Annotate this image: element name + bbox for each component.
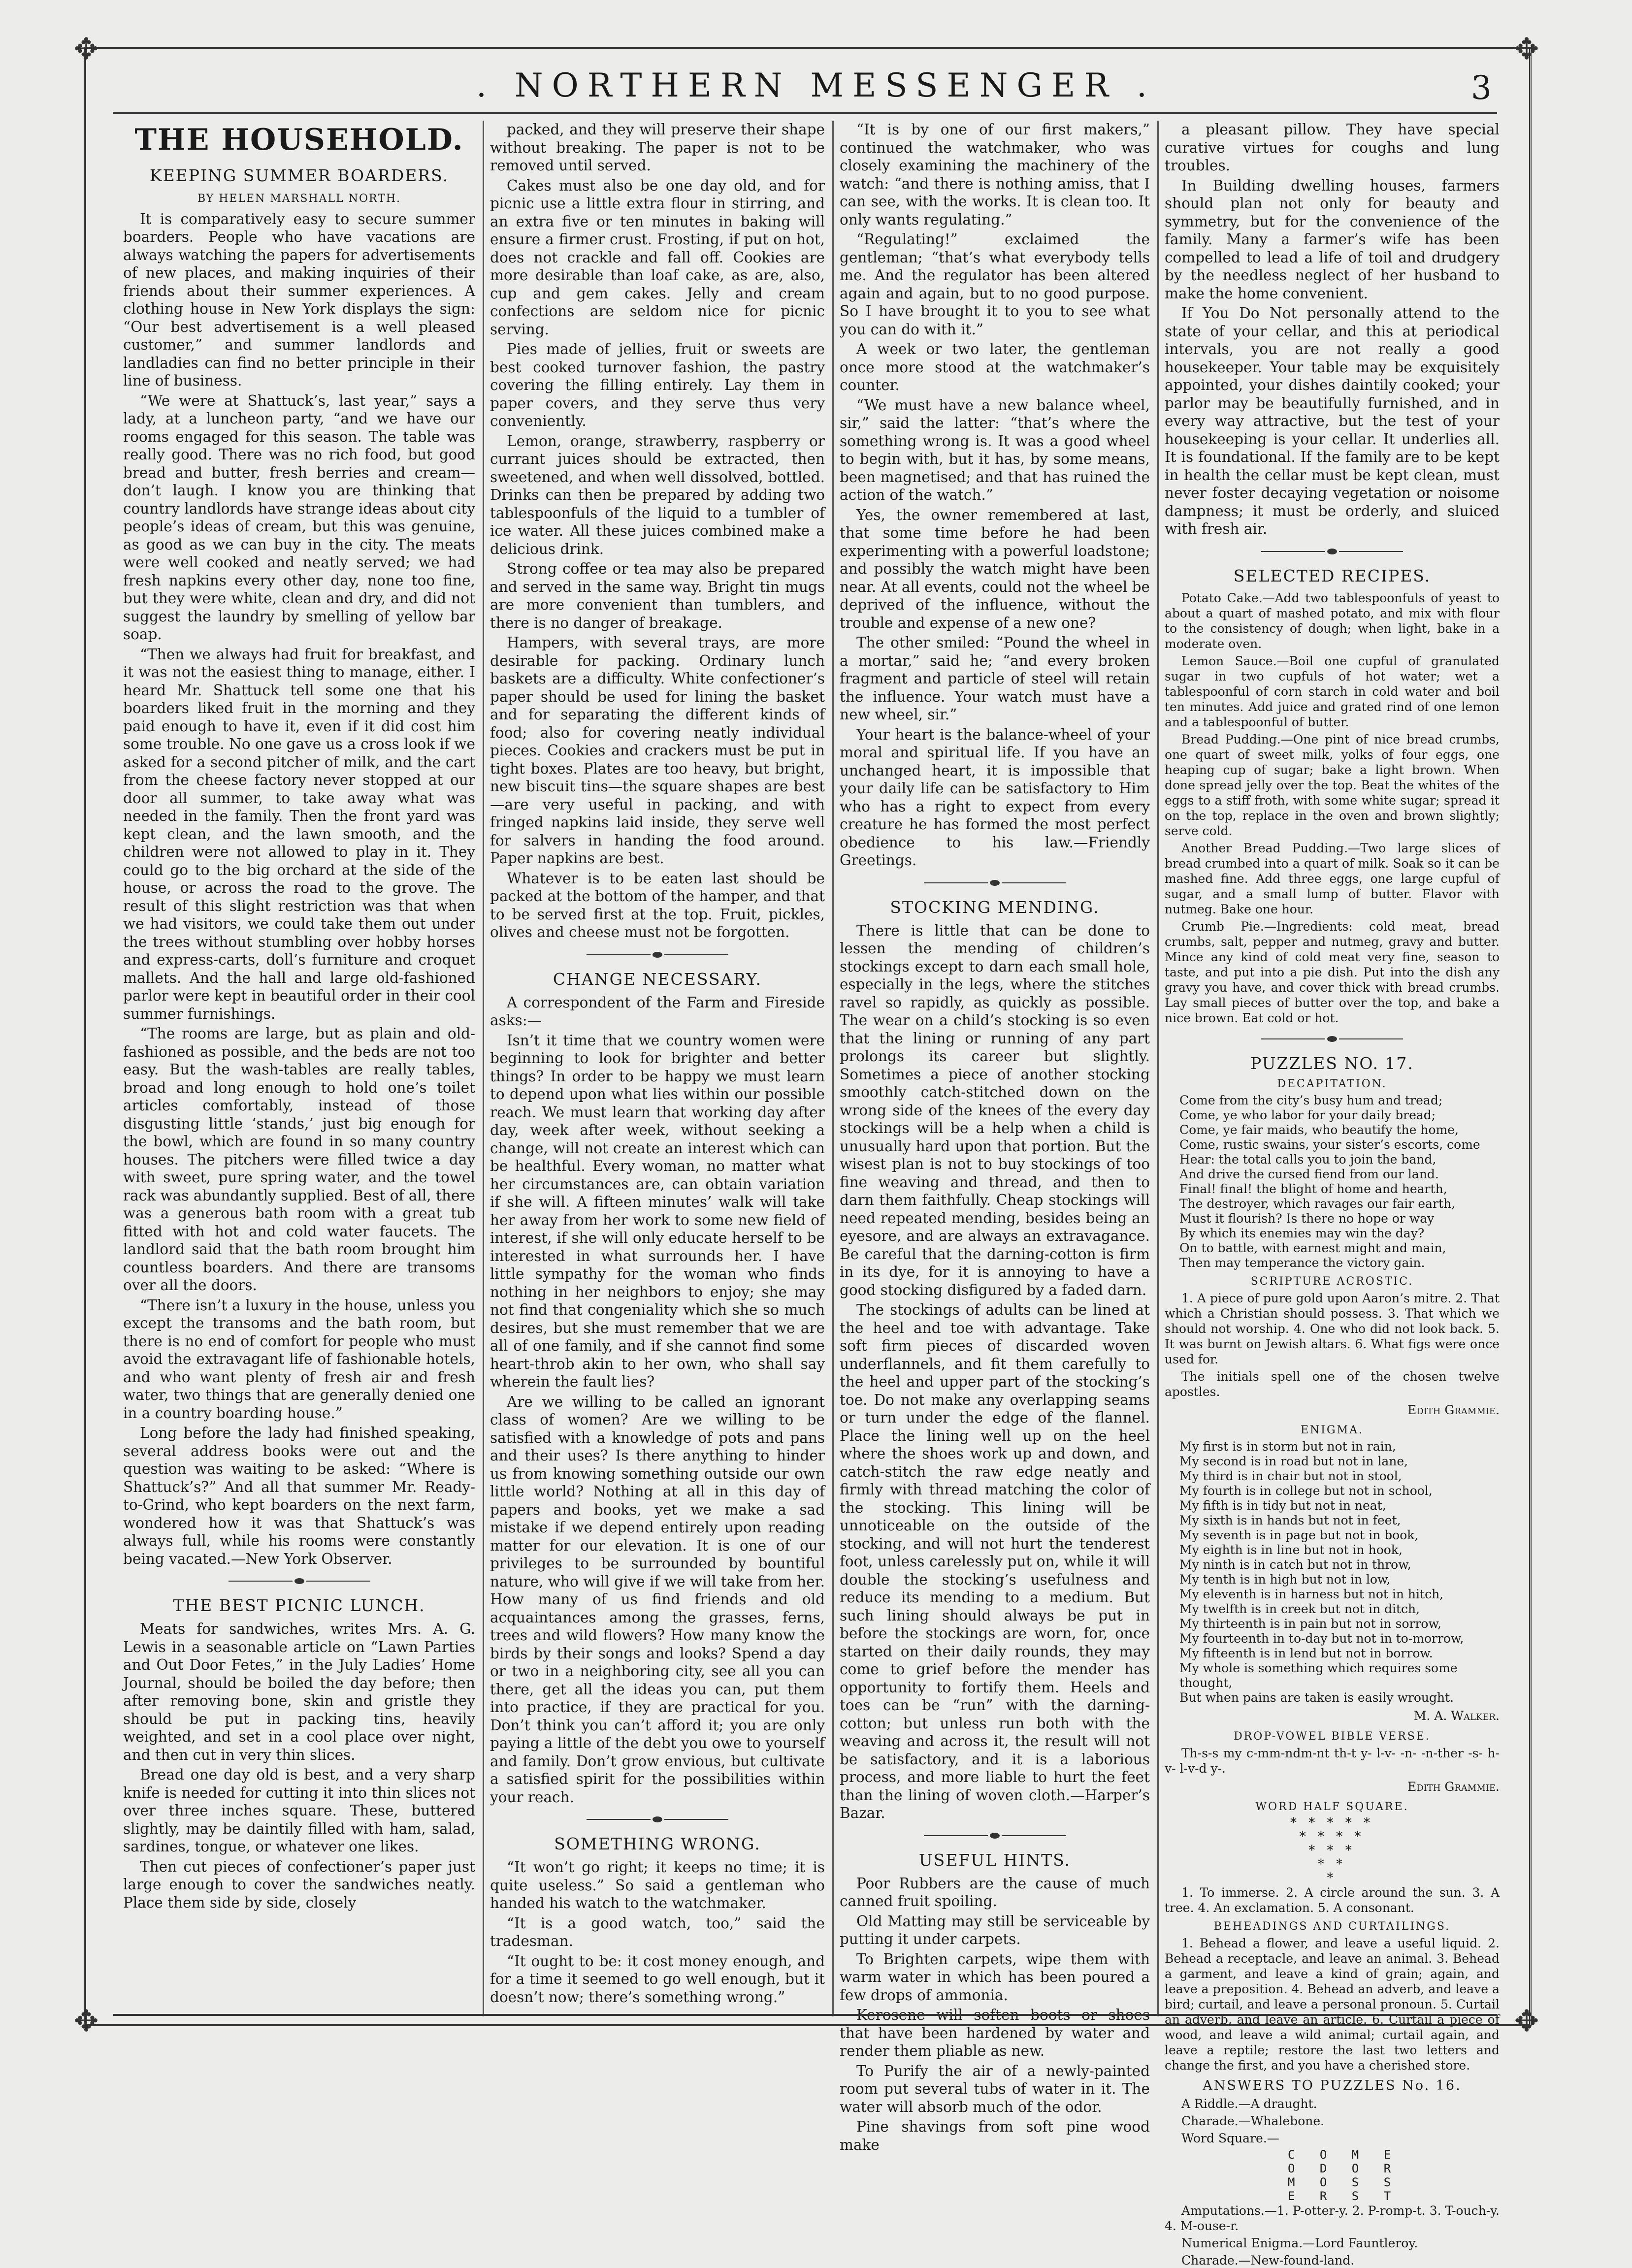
- paragraph: Bread one day old is best, and a very sharp knife is needed for cutting it into thin slices not over three inches square. These, buttered slightly, may be daintily filled with ham, salad, sardines, tongue, or whatever one likes.: [123, 1766, 475, 1855]
- paragraph: Lemon, orange, strawberry, raspberry or currant juices should be extracted, then sweetened, and when well dissolved, bottled. Drinks can then be prepared by adding two tablespoonfuls of the liquid to a tumbler of ice water. All these juices combined make a delicious drink.: [490, 432, 825, 557]
- article-title: USEFUL HINTS.: [918, 1850, 1071, 1870]
- recipe: Potato Cake.—Add two tablespoonfuls of yeast to about a quart of mashed potato, and mix with flour to the consistency of dough; when light, bake in a moderate oven.: [1165, 590, 1500, 651]
- puzzle-label: ENIGMA.: [1301, 1424, 1364, 1436]
- paragraph: “It is by one of our first makers,” continued the watchmaker, who was closely examining the machinery of the watch: “and there is nothing amiss, that I can see, with the works. It is clean too. It only wants regulating.”: [840, 121, 1150, 228]
- puzzle-author: Edith Grammie.: [1407, 1779, 1500, 1794]
- half-square-row: * *: [1317, 1857, 1347, 1872]
- paragraph: A correspondent of the Farm and Fireside asks:—: [490, 994, 825, 1029]
- masthead: . NORTHERN MESSENGER .: [476, 66, 1156, 104]
- section-title: THE HOUSEHOLD.: [134, 123, 464, 157]
- paragraph: To Purify the air of a newly-painted room put several tubs of water in it. The water will absorb much of the odor.: [840, 2062, 1150, 2115]
- paragraph: The stockings of adults can be lined at the heel and toe with advantage. Take soft firm pieces of discarded woven underflannels, and fit them carefully to the heel and upper part of the stocking’s toe. Do not make any overlapping seams or turn under the edge of the flannel. Place the lining well up on the heel where the shoes work up and down, and catch-stitch the raw edge neatly and firmly with thread matching the color of the stocking. This lining will be unnoticeable on the outside of the stocking, and will not hurt the tenderest foot, unless carelessly put on, while it will double the stocking’s usefulness and reduce its mending to a medium. But such lining should always be put in before the stockings are worn, for, once started on their daily rounds, they may come to grief before the mender has opportunity to fortify them. Heels and toes can be “run” with the darning-cotton; but unless run both with the weaving and across it, the result will not be satisfactory, and it is a laborious process, and more liable to hurt the feet than the lining of woven cloth.—Harper’s Bazar.: [840, 1301, 1150, 1821]
- section-separator: [123, 1575, 475, 1587]
- section-separator: [490, 948, 825, 961]
- column-rule: [832, 121, 834, 2016]
- section-title: SELECTED RECIPES.: [1233, 566, 1431, 585]
- paragraph: Then cut pieces of confectioner’s paper just large enough to cover the sandwiches neatly. Place them side by side, closely: [123, 1858, 475, 1911]
- paragraph: “It is a good watch, too,” said the tradesman.: [490, 1914, 825, 1949]
- paragraph: Long before the lady had finished speaking, several address books were out and the question was waiting to be asked: “Where is Shattuck’s?” And all that summer Mr. Ready-to-Grind, who kept boarders on the next farm, wondered how it was that Shattuck’s was always full, while his rooms were constantly being vacated.—New York Observer.: [123, 1425, 475, 1567]
- section-separator: [1165, 545, 1500, 557]
- page-number: 3: [1471, 69, 1492, 107]
- puzzle-label: WORD HALF SQUARE.: [1255, 1801, 1409, 1813]
- column-rule: [1157, 121, 1159, 2016]
- puzzle-author: M. A. Walker.: [1413, 1709, 1500, 1723]
- section-title: PUZZLES NO. 17.: [1250, 1053, 1414, 1073]
- word-square-row: E R S T: [1288, 2189, 1400, 2203]
- paragraph: “Regulating!” exclaimed the gentleman; “that’s what everybody tells me. And the regulator has been altered again and again, but to no good purpose. So I have brought it to you to see what you can do with it.”: [840, 231, 1150, 338]
- column-1: [123, 121, 475, 2016]
- paragraph: Pies made of jellies, fruit or sweets are best cooked turnover fashion, the pastry covering the filling entirely. Lay them in paper covers, and they serve thus very conveniently.: [490, 341, 825, 429]
- answer: Charade.—Whalebone.: [1181, 2114, 1325, 2128]
- paragraph: Isn’t it time that we country women were beginning to look for brighter and better things? In order to be happy we must learn to depend upon what lies within our possible reach. We must learn that working day after day, week after week, without seeking a change, will not create an interest which can be healthful. Every woman, no matter what her circumstances are, can obtain variation if she will. A fifteen minutes’ walk will take her away from her work to some new field of interest, if she will only educate herself to be interested in what surrounds her. I have little sympathy for the woman who finds nothing in her neighbors to enjoy; she may not find that congeniality which she so much desires, but she must remember that we are all of one family, and if she cannot find some heart-throb akin to her own, who shall say wherein the fault lies?: [490, 1032, 825, 1390]
- puzzle-label: BEHEADINGS AND CURTAILINGS.: [1213, 1920, 1451, 1933]
- paragraph: a pleasant pillow. They have special curative virtues for coughs and lung troubles.: [1165, 121, 1500, 174]
- corner-ornament-bottom-left: ✥: [73, 2004, 99, 2039]
- paragraph: If You Do Not personally attend to the state of your cellar, and this at periodical intervals, you are not really a good housekeeper. Your table may be exquisitely appointed, your dishes daintily cooked; your parlor may be beautifully furnished, and in every way attractive, but the test of your housekeeping is your cellar. It underlies all. It is foundational. If the family are to be kept in health the cellar must be kept clean, must never foster decaying vegetation or noisome dampness; it must be orderly, and sluiced with fresh air.: [1165, 305, 1500, 537]
- paragraph: “It won’t go right; it keeps no time; it is quite useless.” So said a gentleman who handed his watch to the watchmaker.: [490, 1859, 825, 1912]
- article-title: STOCKING MENDING.: [890, 897, 1100, 917]
- article-title: SOMETHING WRONG.: [554, 1834, 761, 1853]
- answer: Amputations.—1. P-otter-y. 2. P-romp-t. 3. T-ouch-y. 4. M-ouse-r.: [1165, 2203, 1500, 2233]
- paragraph: Yes, the owner remembered at last, that some time before he had been experimenting with a powerful loadstone; and possibly the watch might have been near. At all events, could not the wheel be deprived of the influence, without the trouble and expense of a new one?: [840, 506, 1150, 631]
- puzzle-text: 1. To immerse. 2. A circle around the sun. 3. A tree. 4. An exclamation. 5. A consonant.: [1165, 1885, 1500, 1915]
- paragraph: Poor Rubbers are the cause of much canned fruit spoiling.: [840, 1875, 1150, 1910]
- puzzle-label: DECAPITATION.: [1277, 1077, 1387, 1090]
- corner-ornament-top-left: ✥: [73, 32, 99, 66]
- puzzle-label: SCRIPTURE ACROSTIC.: [1250, 1275, 1414, 1288]
- word-square-row: M O S S: [1288, 2175, 1400, 2189]
- paragraph: Strong coffee or tea may also be prepared and served in the same way. Bright tin mugs are more convenient than tumblers, and there is no danger of breakage.: [490, 560, 825, 631]
- paragraph: “It ought to be: it cost money enough, and for a time it seemed to go well enough, but it doesn’t now; there’s something wrong.”: [490, 1952, 825, 2006]
- corner-ornament-top-right: ✥: [1514, 32, 1539, 66]
- article-title: CHANGE NECESSARY.: [553, 969, 762, 989]
- paragraph: “Then we always had fruit for breakfast, and it was not the easiest thing to manage, either. I heard Mr. Shattuck tell some one that his boarders liked fruit in the morning and they paid enough to have it, even if it did cost him some trouble. No one gave us a cross look if we asked for a second pitcher of milk, and the cart from the cheese factory never stopped at our door all summer, to take away what was needed in the family. Then the front yard was kept clean, and the lawn smooth, and the children were not allowed to play in it. They could go to the big orchard at the side of the house, or across the road to the grove. The result of this slight restriction was that when we had visitors, we could take them out under the trees without stumbling over hobby horses and express-carts, doll’s furniture and croquet mallets. And the hall and large old-fashioned parlor were kept in beautiful order in their cool summer furnishings.: [123, 646, 475, 1022]
- recipe: Bread Pudding.—One pint of nice bread crumbs, one quart of sweet milk, yolks of four eggs, one heaping cup of sugar; bake a light brown. When done spread jelly over the top. Beat the whites of the eggs to a stiff froth, with some white sugar; spread it on the top, replace in the oven and brown slightly; serve cold.: [1165, 732, 1500, 838]
- half-square-row: *: [1327, 1871, 1338, 1885]
- answers-title: ANSWERS TO PUZZLES No. 16.: [1203, 2078, 1462, 2093]
- paragraph: packed, and they will preserve their shape without breaking. The paper is not to be removed until served.: [490, 121, 825, 174]
- paragraph: There is little that can be done to lessen the mending of children’s stockings except to darn each small hole, especially in the legs, where the stitches ravel so rapidly, as quickly as possible. The wear on a child’s stocking is so even that the lining or running of any part prolongs its career but slightly. Sometimes a piece of another stocking smoothly catch-stitched down on the wrong side of the knees of the every day stockings will be a help when a child is unusually hard upon that portion. But the wisest plan is not to buy stockings of too fine weaving and thread, and then to darn them faithfully. Cheap stockings will need repeated mending, besides being an eyesore, and are always an extravagance. Be careful that the darning-cotton is firm in its dye, for it is annoying to have a good stocking disfigured by a faded darn.: [840, 922, 1150, 1298]
- paragraph: “We must have a new balance wheel, sir,” said the latter: “that’s where the something wrong is. It was a good wheel to begin with, but it has, by some means, been magnetised; and that has ruined the action of the watch.”: [840, 396, 1150, 503]
- recipe: Crumb Pie.—Ingredients: cold meat, bread crumbs, salt, pepper and nutmeg, gravy and butter. Mince any kind of cold meat very fine, season to taste, and put into a pie dish. Put into the dish any gravy you have, and cover thick with bread crumbs. Lay small pieces of butter over the top, and bake a nice brown. Eat cold or hot.: [1165, 919, 1500, 1025]
- paragraph: Old Matting may still be serviceable by putting it under carpets.: [840, 1912, 1150, 1947]
- article-byline: BY HELEN MARSHALL NORTH.: [197, 193, 401, 205]
- paragraph: “There isn’t a luxury in the house, unless you except the transoms and the bath room, but there is no end of comfort for people who must avoid the extravagant life of fashionable hotels, and who want plenty of fresh air and fresh water, two things that are generally denied one in a country boarding house.”: [123, 1296, 475, 1422]
- paragraph: Cakes must also be one day old, and for picnic use a little extra flour in stirring, and an extra five or ten minutes in baking will ensure a firmer crust. Frosting, if put on hot, does not crackle and fall off. Cookies are more desirable than loaf cake, as are, also, cup and gem cakes. Jelly and cream confections are seldom nice for picnic serving.: [490, 177, 825, 338]
- paragraph: Meats for sandwiches, writes Mrs. A. G. Lewis in a seasonable article on “Lawn Parties and Out Door Fetes,” in the July Ladies’ Home Journal, should be boiled the day before; then after removing bone, skin and gristle they should be put in packing tins, heavily weighted, and set in a cool place over night, and then cut in very thin slices.: [123, 1620, 475, 1763]
- puzzle-author: Edith Grammie.: [1407, 1402, 1500, 1417]
- article-title: THE BEST PICNIC LUNCH.: [173, 1596, 425, 1615]
- paragraph: “The rooms are large, but as plain and old-fashioned as possible, and the beds are not too easy. But the wash-tables are really tables, broad and long enough to hold one’s toilet articles comfortably, instead of those disgusting little ‘stands,’ just big enough for the bowl, which are found in so many country houses. The pitchers were filled twice a day with sweet, pure spring water, and the towel rack was abundantly supplied. Best of all, there was a generous bath room with a great tub fitted with hot and cold water faucets. The landlord said that the bath room brought him countless boarders. And there are transoms over all the doors.: [123, 1025, 475, 1294]
- puzzle-poem: My first is in storm but not in rain, My second is in road but not in lane, My third is in chair but not in stool, My fourth is in college but not in school, My fifth is in tidy but not in neat, My sixth is in hands but not in feet, My seventh is in page but not in book, My eighth is in line but not in hook, My ninth is in catch but not in throw, My tenth is in high but not in low, My eleventh is in harness but not in hitch, My twelfth is in creek but not in ditch, My thirteenth is in pain but not in sorrow, My fourteenth in to-day but not in to-morrow, My fifteenth is in lend but not in borrow. My whole is something which requires some thought, But when pains are taken is easily wrought.: [1179, 1439, 1464, 1705]
- paragraph: Pine shavings from soft pine wood make: [840, 2118, 1150, 2153]
- recipe: Another Bread Pudding.—Two large slices of bread crumbed into a quart of milk. Soak so it can be mashed fine. Add three eggs, one large cupful of sugar, and a small lump of butter. Flavor with nutmeg. Bake one hour.: [1165, 841, 1500, 916]
- paragraph: A week or two later, the gentleman once more stood at the watchmaker’s counter.: [840, 341, 1150, 393]
- section-separator: [840, 1829, 1150, 1842]
- masthead-rule: [113, 112, 1497, 114]
- word-square-row: O D O R: [1288, 2162, 1400, 2175]
- puzzle-text: Th-s-s my c-mm-ndm-nt th-t y- l-v- -n- -n-ther -s- h-v- l-v-d y-.: [1165, 1746, 1500, 1776]
- column-rule: [483, 121, 484, 2016]
- article-title: KEEPING SUMMER BOARDERS.: [149, 166, 449, 185]
- half-square-row: * * * *: [1299, 1829, 1365, 1844]
- puzzle-poem: Come from the city’s busy hum and tread; Come, ye who labor for your daily bread; Come, ye fair maids, who beautify the home, Come, rustic swains, your sister’s escorts, come Hear: the total calls you to join the band, And drive the cursed fiend from our land. Final! final! the blight of home and hearth, The destroyer, which ravages our fair earth, Must it flourish? Is there no hope or way By which its enemies may win the day? On to battle, with earnest might and main, Then may temperance the victory gain.: [1179, 1093, 1480, 1270]
- half-square-row: * * * * *: [1290, 1815, 1374, 1830]
- answer: Word Square.—: [1181, 2131, 1279, 2145]
- half-square-row: * * *: [1308, 1843, 1356, 1858]
- paragraph: It is comparatively easy to secure summer boarders. People who have vacations are always watching the papers for advertisements of new places, and making inquiries of their friends about their summer experiences. A clothing house in New York displays the sign: “Our best advertisement is a well pleased customer,” and summer landlords and landladies can find no better principle in their line of business.: [123, 210, 475, 389]
- section-separator: [490, 1813, 825, 1825]
- paragraph: Hampers, with several trays, are more desirable for packing. Ordinary lunch baskets are a difficulty. White confectioner’s paper should be used for lining the basket and for separating the different kinds of food; also for covering neatly individual pieces. Cookies and crackers must be put in tight boxes. Plates are too heavy, but bright, new biscuit tins—the square shapes are best—are very useful in packing, and with fringed napkins laid inside, they serve well for salvers in handing the food around. Paper napkins are best.: [490, 634, 825, 867]
- recipe: Lemon Sauce.—Boil one cupful of granulated sugar in two cupfuls of hot water; wet a tablespoonful of corn starch in cold water and boil ten minutes. Add juice and grated rind of one lemon and a tablespoonful of butter.: [1165, 653, 1500, 729]
- answer: Numerical Enigma.—Lord Fauntleroy.: [1181, 2236, 1418, 2250]
- puzzle-label: DROP-VOWEL BIBLE VERSE.: [1234, 1730, 1431, 1743]
- paragraph: Kerosene will soften boots or shoes that have been hardened by water and render them pliable as new.: [840, 2007, 1150, 2059]
- corner-ornament-bottom-right: ✥: [1514, 2004, 1539, 2039]
- column-3: [840, 121, 1150, 2153]
- column-2: [490, 121, 825, 2016]
- paragraph: Your heart is the balance-wheel of your moral and spiritual life. If you have an unchanged heart, it is impossible that your daily life can be satisfactory to Him who has a right to expect from every creature he has formed the most perfect obedience to his law.—Friendly Greetings.: [840, 726, 1150, 869]
- section-separator: [840, 876, 1150, 889]
- puzzle-text: 1. A piece of pure gold upon Aaron’s mitre. 2. That which a Christian should possess. 3. That which we should not worship. 4. One who did not look back. 5. It was burnt on Jewish altars. 6. What figs were once used for.: [1165, 1291, 1500, 1366]
- answer: A Riddle.—A draught.: [1181, 2097, 1317, 2111]
- answer: Charade.—New-found-land.: [1181, 2253, 1355, 2268]
- paragraph: In Building dwelling houses, farmers should plan not only for beauty and symmetry, but for the convenience of the family. Many a farmer’s wife has been compelled to lead a life of toil and drudgery by the needless neglect of her husband to make the home convenient.: [1165, 177, 1500, 302]
- bottom-rule: [113, 2014, 1497, 2016]
- paragraph: The other smiled: “Pound the wheel in a mortar,” said he; “and every broken fragment and particle of steel will retain the influence. Your watch must have a new wheel, sir.”: [840, 634, 1150, 723]
- paragraph: Whatever is to be eaten last should be packed at the bottom of the hamper, and that to be served first at the top. Fruit, pickles, olives and cheese must not be forgotten.: [490, 870, 825, 940]
- paragraph: “We were at Shattuck’s, last year,” says a lady, at a luncheon party, “and we have our rooms engaged for this season. The table was really good. There was no rich food, but good bread and butter, fresh berries and cream—don’t laugh. I know you are thinking that country landlords have strange ideas about city people’s ideas of cream, but this was genuine, as good as we can buy in the city. The meats were well cooked and neatly served; we had fresh napkins every other day, none too fine, but they were white, clean and dry, and did not suggest the laundry by smelling of yellow bar soap.: [123, 392, 475, 643]
- section-separator: [1165, 1033, 1500, 1045]
- puzzle-text: The initials spell one of the chosen twelve apostles.: [1165, 1369, 1500, 1399]
- puzzle-text: 1. Behead a flower, and leave a useful liquid. 2. Behead a receptacle, and leave an animal. 3. Behead a garment, and leave a kind of grain; again, and leave a preposition. 4. Behead an adverb, and leave a bird; curtail, and leave a personal pronoun. 5. Curtail an adverb, and leave an article. 6. Curtail a piece of wood, and leave a wild animal; curtail again, and leave a reptile; restore the last two letters and change the first, and you have a cherished store.: [1165, 1936, 1500, 2073]
- paragraph: Are we willing to be called an ignorant class of women? Are we willing to be satisfied with a knowledge of pots and pans and their uses? Is there anything to hinder us from knowing something outside our own little world? Nothing at all in this day of papers and books, yet we make a sad mistake if we depend entirely upon reading matter for our elevation. It is one of our privileges to be surrounded by bountiful nature, who will give if we will take from her. How many of us find friends and old acquaintances among the grasses, ferns, trees and wild flowers? How many know the birds by their songs and looks? Spend a day or two in a neighboring city, see all you can there, get all the ideas you can, put them into practice, if they are practical for you. Don’t think you can’t afford it; you are only paying a little of the debt you owe to yourself and family. Don’t grow envious, but cultivate a satisfied spirit for the possibilities within your reach.: [490, 1393, 825, 1806]
- word-square-row: C O M E: [1288, 2148, 1400, 2162]
- column-4: [1165, 121, 1500, 2268]
- paragraph: To Brighten carpets, wipe them with warm water in which has been poured a few drops of ammonia.: [840, 1950, 1150, 2004]
